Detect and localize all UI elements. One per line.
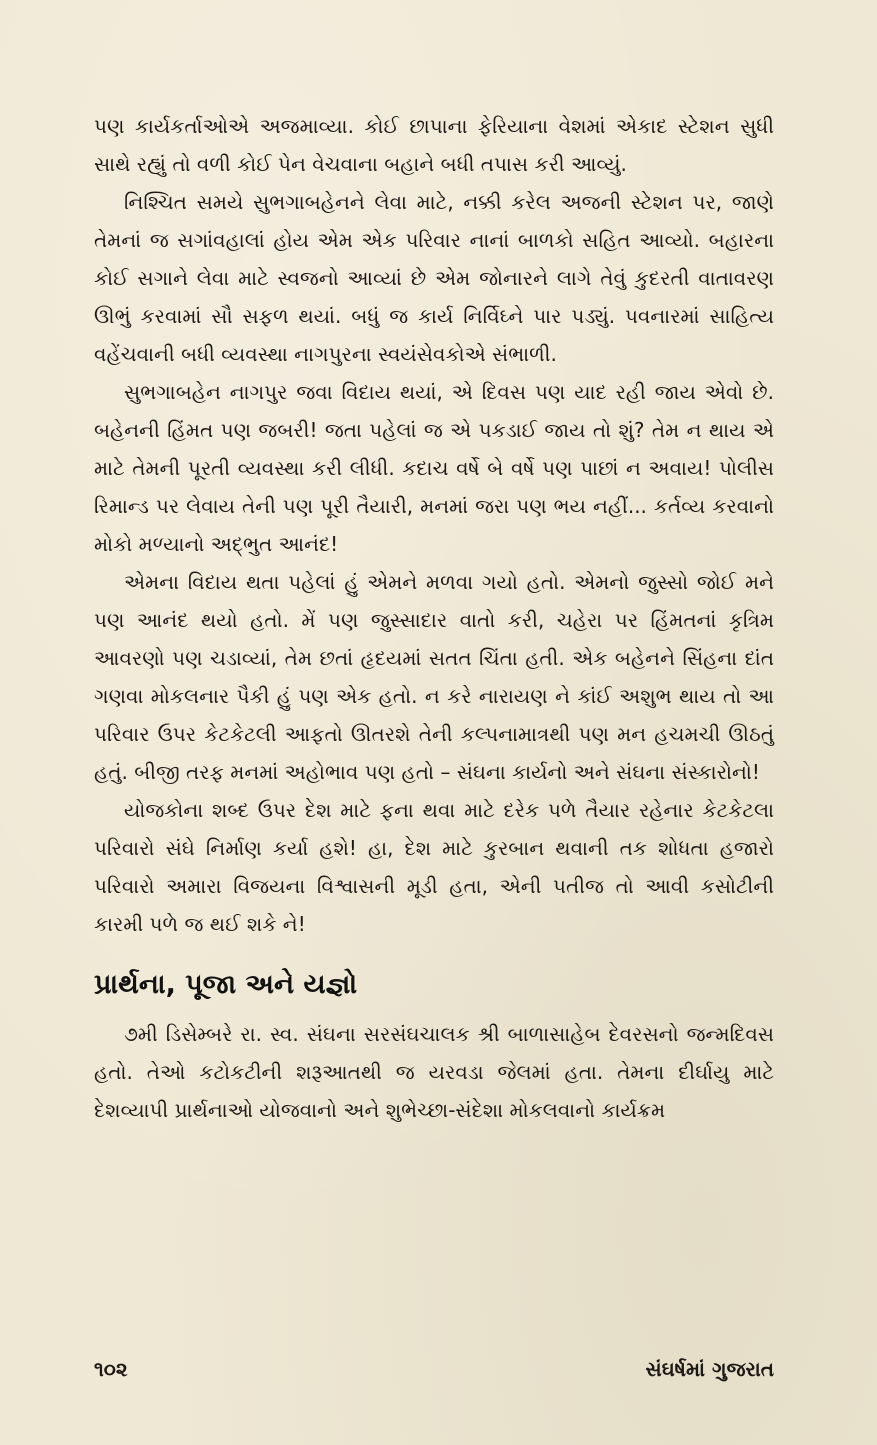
paragraph-5: યોજકોના શબ્દ ઉપર દેશ માટે ફના થવા માટે દરેક પળે તૈયાર રહેનાર કેટકેટલા પરિવારો સંઘે નિર્માણ કર્યા હશે! હા, દેશ માટે કુરબાન થવાની તક શોધતા હજારો પરિવારો અમારા વિજયના વિશ્વાસની મૂડી હતા, એની પતીજ તો આવી કસોટીની કારમી પળે જ થઈ શકે ને! xyxy=(94,798,774,936)
page-footer xyxy=(94,1357,774,1381)
page-body xyxy=(94,107,774,1129)
paragraph-3: સુભગાબહેન નાગપુર જવા વિદાય થયાં, એ દિવસ પણ યાદ રહી જાય એવો છે. બહેનની હિંમત પણ જબરી! જતા પહેલાં જ એ પકડાઈ જાય તો શું? તેમ ન થાય એ માટે તેમની પૂરતી વ્યવસ્થા કરી લીધી. કદાચ વર્ષે બે વર્ષે પણ પાછાં ન અવાય! પોલીસ રિમાન્ડ પર લેવાય તેની પણ પૂરી તૈયારી, મનમાં જરા પણ ભય નહીં... કર્તવ્ય કરવાનો મોકો મળ્યાનો અદ્ભુત આનંદ! xyxy=(94,380,774,556)
section-heading: પ્રાર્થના, પૂજા અને યજ્ઞો xyxy=(94,969,358,1000)
section-paragraph: ૭મી ડિસેમ્બરે રા. સ્વ. સંઘના સરસંઘચાલક શ્રી બાળાસાહેબ દેવરસનો જન્મદિવસ હતો. તેઓ કટોકટીની શરૂઆતથી જ યરવડા જેલમાં હતા. તેમના દીર્ઘાયુ માટે દેશવ્યાપી પ્રાર્થનાઓ યોજવાનો અને શુભેચ્છા-સંદેશા મોકલવાનો કાર્યક્રમ xyxy=(94,1022,774,1122)
running-title: સંઘર્ષમાં ગુજરાત xyxy=(645,1357,774,1381)
paragraph-4: એમના વિદાય થતા પહેલાં હું એમને મળવા ગયો હતો. એમનો જુસ્સો જોઈ મને પણ આનંદ થયો હતો. મેં પણ જુસ્સાદાર વાતો કરી, ચહેરા પર હિંમતનાં કૃત્રિમ આવરણો પણ ચડાવ્યાં, તેમ છતાં હૃદયમાં સતત ચિંતા હતી. એક બહેનને સિંહના દાંત ગણવા મોકલનાર પૈકી હું પણ એક હતો. ન કરે નારાયણ ને કાંઈ અશુભ થાય તો આ પરિવાર ઉપર કેટકેટલી આફતો ઊતરશે તેની કલ્પનામાત્રથી પણ મન હચમચી ઊઠતું હતું. બીજી તરફ મનમાં અહોભાવ પણ હતો – સંઘના કાર્યનો અને સંઘના સંસ્કારોનો! xyxy=(94,570,774,784)
page-number: ૧૦૨ xyxy=(94,1357,128,1381)
paragraph-1: પણ કાર્યકર્તાઓએ અજમાવ્યા. કોઈ છાપાના ફેરિયાના વેશમાં એકાદ સ્ટેશન સુધી સાથે રહ્યું તો વળી કોઈ પેન વેચવાના બહાને બધી તપાસ કરી આવ્યું. xyxy=(94,114,774,176)
paragraph-2: નિશ્ચિત સમયે સુભગાબહેનને લેવા માટે, નક્કી કરેલ અજની સ્ટેશન પર, જાણે તેમનાં જ સગાંવહાલાં હોય એમ એક પરિવાર નાનાં બાળકો સહિત આવ્યો. બહારના કોઈ સગાને લેવા માટે સ્વજનો આવ્યાં છે એમ જોનારને લાગે તેવું કુદરતી વાતાવરણ ઊભું કરવામાં સૌ સફળ થયાં. બધું જ કાર્ય નિર્વિઘ્ને પાર પડ્યું. પવનારમાં સાહિત્ય વહેંચવાની બધી વ્યવસ્થા નાગપુરના સ્વયંસેવકોએ સંભાળી. xyxy=(94,190,774,366)
